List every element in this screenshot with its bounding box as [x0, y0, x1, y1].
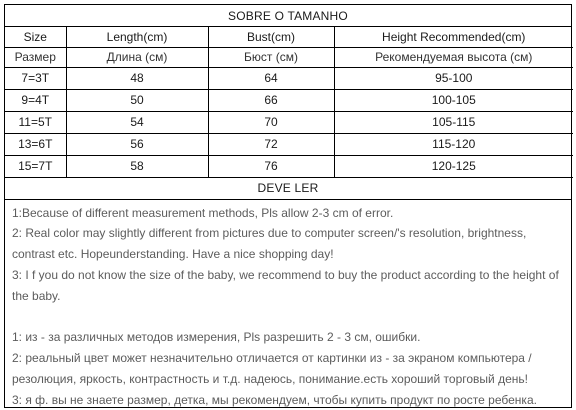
cell-bust: 64: [208, 67, 334, 89]
cell-length: 58: [66, 155, 208, 177]
col-header-bust-ru: Бюст (см): [208, 47, 334, 67]
cell-length: 48: [66, 67, 208, 89]
cell-bust: 72: [208, 133, 334, 155]
table-row: [5, 133, 573, 155]
table-row: [5, 111, 573, 133]
notes-spacer: [12, 306, 565, 327]
cell-length: 50: [66, 89, 208, 111]
cell-size: 7=3T: [5, 67, 66, 89]
table-row: [5, 89, 573, 111]
size-chart-title: SOBRE O TAMANHO: [5, 5, 571, 27]
cell-size: 9=4T: [5, 89, 66, 111]
header-row-en: [5, 27, 573, 47]
col-header-length: Length(cm): [66, 27, 208, 47]
cell-height: 105-115: [334, 111, 573, 133]
cell-height: 120-125: [334, 155, 573, 177]
cell-size: 13=6T: [5, 133, 66, 155]
cell-height: 100-105: [334, 89, 573, 111]
table-row: [5, 155, 573, 177]
col-header-size-ru: Размер: [5, 47, 66, 67]
cell-bust: 76: [208, 155, 334, 177]
col-header-size: Size: [5, 27, 66, 47]
table-row: [5, 67, 573, 89]
col-header-height-ru: Рекомендуемая высота (см): [334, 47, 573, 67]
cell-length: 54: [66, 111, 208, 133]
size-chart: [4, 4, 572, 408]
cell-height: 115-120: [334, 133, 573, 155]
note-line-en: the baby.: [12, 288, 61, 303]
note-line-en: 1:Because of different measurement methods, Pls allow 2-3 cm of error.: [12, 205, 394, 220]
notes-block: [5, 200, 571, 410]
cell-length: 56: [66, 133, 208, 155]
note-line-ru: 1: из - за различных методов измерения, Pls разрешить 2 - 3 см, ошибки.: [12, 330, 421, 345]
note-line-ru: 2: реальный цвет может незначительно отличается от картинки из - за экраном компьютера /: [12, 351, 532, 366]
cell-size: 11=5T: [5, 111, 66, 133]
note-line-ru: резолюция, яркость, контрастность и т.д. надеюсь, понимание.есть хороший торговый день!: [12, 371, 528, 386]
note-line-en: 3: I f you do not know the size of the baby, we recommend to buy the product according to the height of: [12, 267, 559, 282]
col-header-bust: Bust(cm): [208, 27, 334, 47]
cell-bust: 70: [208, 111, 334, 133]
note-line-ru: 3: я ф. вы не знаете размер, детка, мы рекомендуем, чтобы купить продукт по росте ребенка.: [12, 392, 537, 407]
note-line-en: contrast etc. Hopeunderstanding. Have a nice shopping day!: [12, 247, 334, 262]
section-title: DEVE LER: [5, 178, 571, 200]
cell-height: 95-100: [334, 67, 573, 89]
cell-size: 15=7T: [5, 155, 66, 177]
col-header-height: Height Recommended(cm): [334, 27, 573, 47]
header-row-ru: [5, 47, 573, 67]
cell-bust: 66: [208, 89, 334, 111]
size-table: [5, 27, 573, 178]
note-line-en: 2: Real color may slightly different from pictures due to computer screen/'s resolution, brightness,: [12, 226, 527, 241]
col-header-length-ru: Длина (см): [66, 47, 208, 67]
